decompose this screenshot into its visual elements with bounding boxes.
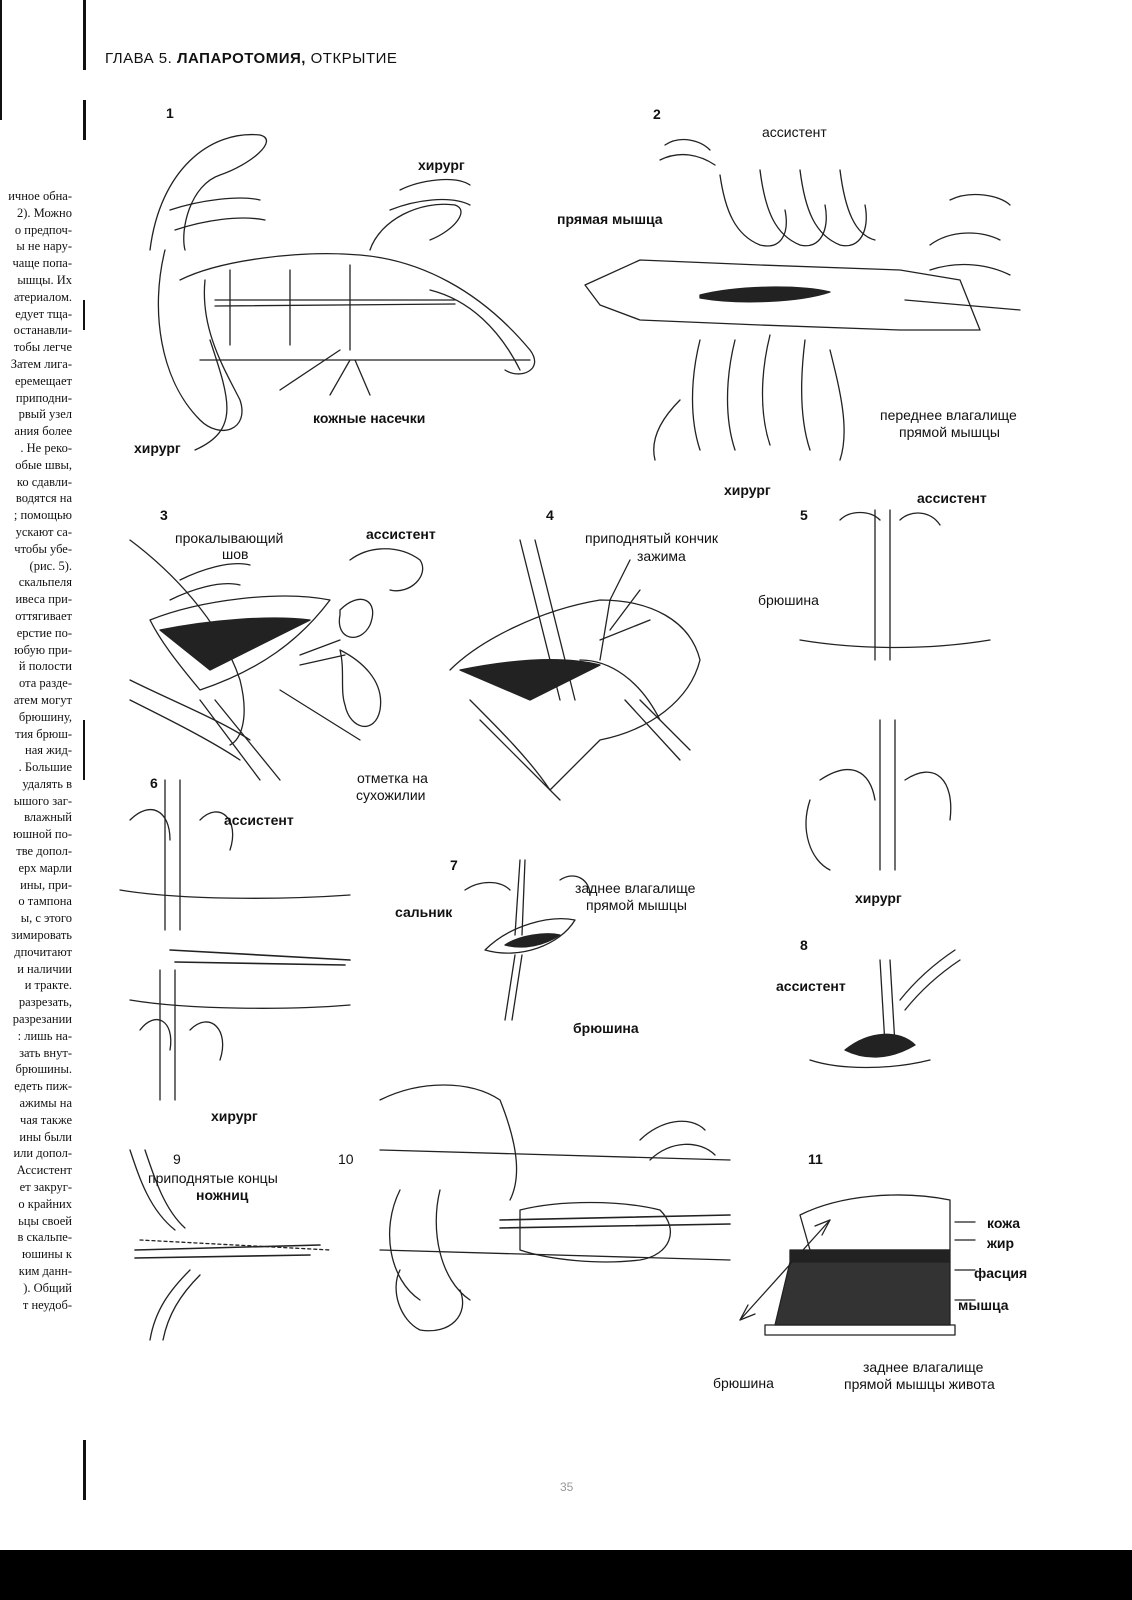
fig-11-posterior-sheath-line-1: заднее влагалище [863, 1359, 984, 1375]
left-column-line: (рис. 5). [29, 558, 72, 573]
left-column-line: ы не нару- [16, 239, 72, 254]
fig-5-number: 5 [800, 507, 808, 523]
left-column-line: брюшины. [15, 1062, 72, 1077]
figure-1-drawing [150, 135, 535, 450]
left-column-line: ота разде- [19, 676, 72, 691]
left-column-line: ерстие по- [16, 625, 72, 640]
figure-5-drawing [800, 510, 990, 870]
left-column-line: ажимы на [19, 1096, 72, 1111]
fig-2-assistant: ассистент [762, 124, 827, 140]
left-column-line: влажный [24, 810, 72, 825]
fig-2-anterior-sheath-line-1: переднее влагалище [880, 407, 1017, 423]
left-column-line: ерх марли [18, 860, 72, 875]
fig-8-number: 8 [800, 937, 808, 953]
fig-11-peritoneum: брюшина [713, 1375, 774, 1391]
fig-2-anterior-sheath-line-2: прямой мышцы [899, 424, 1000, 440]
fig-11-muscle: мышца [958, 1297, 1009, 1313]
fig-5-assistant: ассистент [917, 490, 987, 506]
figure-11-drawing [740, 1195, 975, 1335]
fig-4-number: 4 [546, 507, 554, 523]
fig-1-number: 1 [166, 105, 174, 121]
figure-7-drawing [465, 860, 590, 1020]
left-column-line: ышцы. Их [17, 272, 72, 287]
fig-11-fascia: фасция [974, 1265, 1028, 1281]
left-column-line: удалять в [22, 776, 72, 791]
left-column-line: Ассистент [16, 1163, 72, 1178]
figure-4-drawing [450, 540, 700, 800]
left-column-line: останавли- [13, 323, 72, 338]
fig-6-number: 6 [150, 775, 158, 791]
left-column-line: ет закруг- [19, 1180, 72, 1195]
left-column-line: о тампона [18, 894, 72, 909]
left-column-line: атериалом. [13, 289, 72, 304]
left-column-line: т неудоб- [22, 1297, 72, 1312]
left-column-line: и наличии [17, 961, 72, 976]
left-column-line: ания более [14, 424, 72, 439]
fig-3-suture-line-2: шов [222, 546, 249, 562]
fig-3-number: 3 [160, 507, 168, 523]
left-column-line: атем могут [13, 692, 72, 707]
left-column-line: тия брюш- [15, 726, 72, 741]
left-column-line: едеть пиж- [14, 1079, 72, 1094]
fig-6-assistant: ассистент [224, 812, 294, 828]
left-column-line: ким данн- [18, 1264, 72, 1278]
left-column-line: оттягивает [15, 608, 72, 623]
left-column-line: Затем лига- [10, 356, 72, 371]
fig-5-peritoneum: брюшина [758, 592, 819, 608]
header-bold-title: ЛАПАРОТОМИЯ, [177, 50, 306, 67]
left-column-line: водятся на [15, 491, 72, 506]
left-column-line: ы, с этого [20, 911, 72, 926]
fig-4-clamp-tip-line-2: зажима [637, 548, 686, 564]
left-column-line: едует тща- [15, 306, 72, 321]
fig-9-scissor-ends-line-2: ножниц [196, 1187, 249, 1203]
left-column-line: дпочитают [14, 944, 72, 959]
left-column-line: ). Общий [23, 1280, 72, 1295]
fig-9-number: 9 [173, 1151, 181, 1167]
fig-8-assistant: ассистент [776, 978, 846, 994]
fig-7-peritoneum: брюшина [573, 1020, 639, 1036]
fig-7-omentum: сальник [395, 904, 453, 920]
left-column-line: зать внут- [19, 1045, 72, 1060]
fig-3-tendon-mark-line-1: отметка на [357, 770, 428, 786]
left-column-line: чая также [20, 1112, 72, 1127]
left-column-line: тобы легче [13, 340, 72, 355]
header-prefix: ГЛАВА 5. [105, 50, 173, 67]
left-column-line: ная жид- [25, 743, 72, 758]
left-column-line: ышого заг- [13, 793, 72, 808]
fig-4-clamp-tip-line-1: приподнятый кончик [585, 530, 718, 546]
figure-6-drawing [120, 780, 350, 1100]
left-column-line: . Большие [18, 760, 72, 775]
left-column-line: о предпоч- [14, 222, 72, 237]
left-column-line: ко сдавли- [16, 474, 72, 489]
fig-7-posterior-sheath-line-1: заднее влагалище [575, 880, 696, 896]
figure-8-drawing [810, 950, 960, 1068]
left-column-line: . Не реко- [20, 440, 72, 455]
left-column-line: й полости [18, 659, 72, 674]
scan-bottom-edge [0, 1550, 1132, 1600]
left-column-line: приподни- [15, 390, 72, 405]
left-column-line: обые швы, [15, 457, 72, 472]
fig-7-number: 7 [450, 857, 458, 873]
left-column-line: юбую при- [14, 642, 72, 657]
left-column-line: : лишь на- [17, 1028, 72, 1043]
left-column-line: ; помощью [13, 508, 72, 523]
figure-10-drawing [380, 1085, 730, 1331]
fig-2-rectus: прямая мышца [557, 211, 663, 227]
left-column-line: ины были [19, 1129, 72, 1144]
header-suffix: ОТКРЫТИЕ [310, 50, 398, 67]
left-column-line: скальпеля [18, 575, 72, 590]
left-column-line: разрезать, [18, 995, 72, 1010]
fig-1-surgeon-bottom: хирург [134, 440, 181, 456]
fig-7-posterior-sheath-line-2: прямой мышцы [586, 897, 687, 913]
fig-3-assistant: ассистент [366, 526, 436, 542]
fig-6-surgeon: хирург [211, 1108, 258, 1124]
fig-3-tendon-mark-line-2: сухожилии [356, 787, 426, 803]
figure-3-drawing [130, 540, 423, 780]
fig-2-number: 2 [653, 106, 661, 122]
left-column-line: ины, при- [20, 877, 72, 892]
left-column-line: зимировать [11, 928, 72, 943]
fig-3-suture-line-1: прокалывающий [175, 530, 284, 546]
fig-1-surgeon-top: хирург [418, 157, 465, 173]
fig-2-surgeon: хирург [724, 482, 771, 498]
left-column-line: или допол- [13, 1146, 72, 1161]
left-column-line: разрезании [12, 1012, 72, 1027]
fig-11-number: 11 [808, 1151, 823, 1167]
fig-10-number: 10 [338, 1151, 354, 1167]
fig-11-skin: кожа [987, 1215, 1021, 1231]
left-column-line: чаще попа- [12, 256, 72, 271]
fig-9-scissor-ends-line-1: приподнятые концы [148, 1170, 278, 1186]
left-column-line: тве допол- [16, 844, 72, 859]
left-column-line: 2). Можно [17, 205, 72, 220]
left-column-line: ускают са- [15, 524, 72, 539]
left-column-line: юшной по- [13, 827, 72, 842]
left-column-line: о крайних [18, 1196, 72, 1211]
fig-5-surgeon: хирург [855, 890, 902, 906]
left-column-line: рвый узел [18, 407, 72, 422]
left-column-line: ичное обна- [8, 189, 72, 203]
fig-11-posterior-sheath-line-2: прямой мышцы живота [844, 1376, 995, 1392]
fig-1-skin-marks: кожные насечки [313, 410, 426, 426]
left-column-line: ьцы своей [18, 1213, 72, 1228]
left-column-line: брюшину, [18, 709, 72, 724]
left-column-line: еремещает [15, 373, 72, 388]
left-column-line: в скальпе- [17, 1230, 72, 1245]
left-column-line: ивеса при- [15, 592, 72, 607]
page-number: 35 [560, 1480, 574, 1494]
fig-11-fat: жир [987, 1235, 1015, 1251]
left-column-line: и тракте. [24, 978, 72, 993]
left-column-line: юшины к [22, 1247, 72, 1262]
left-column-line: чтобы убе- [14, 541, 72, 556]
